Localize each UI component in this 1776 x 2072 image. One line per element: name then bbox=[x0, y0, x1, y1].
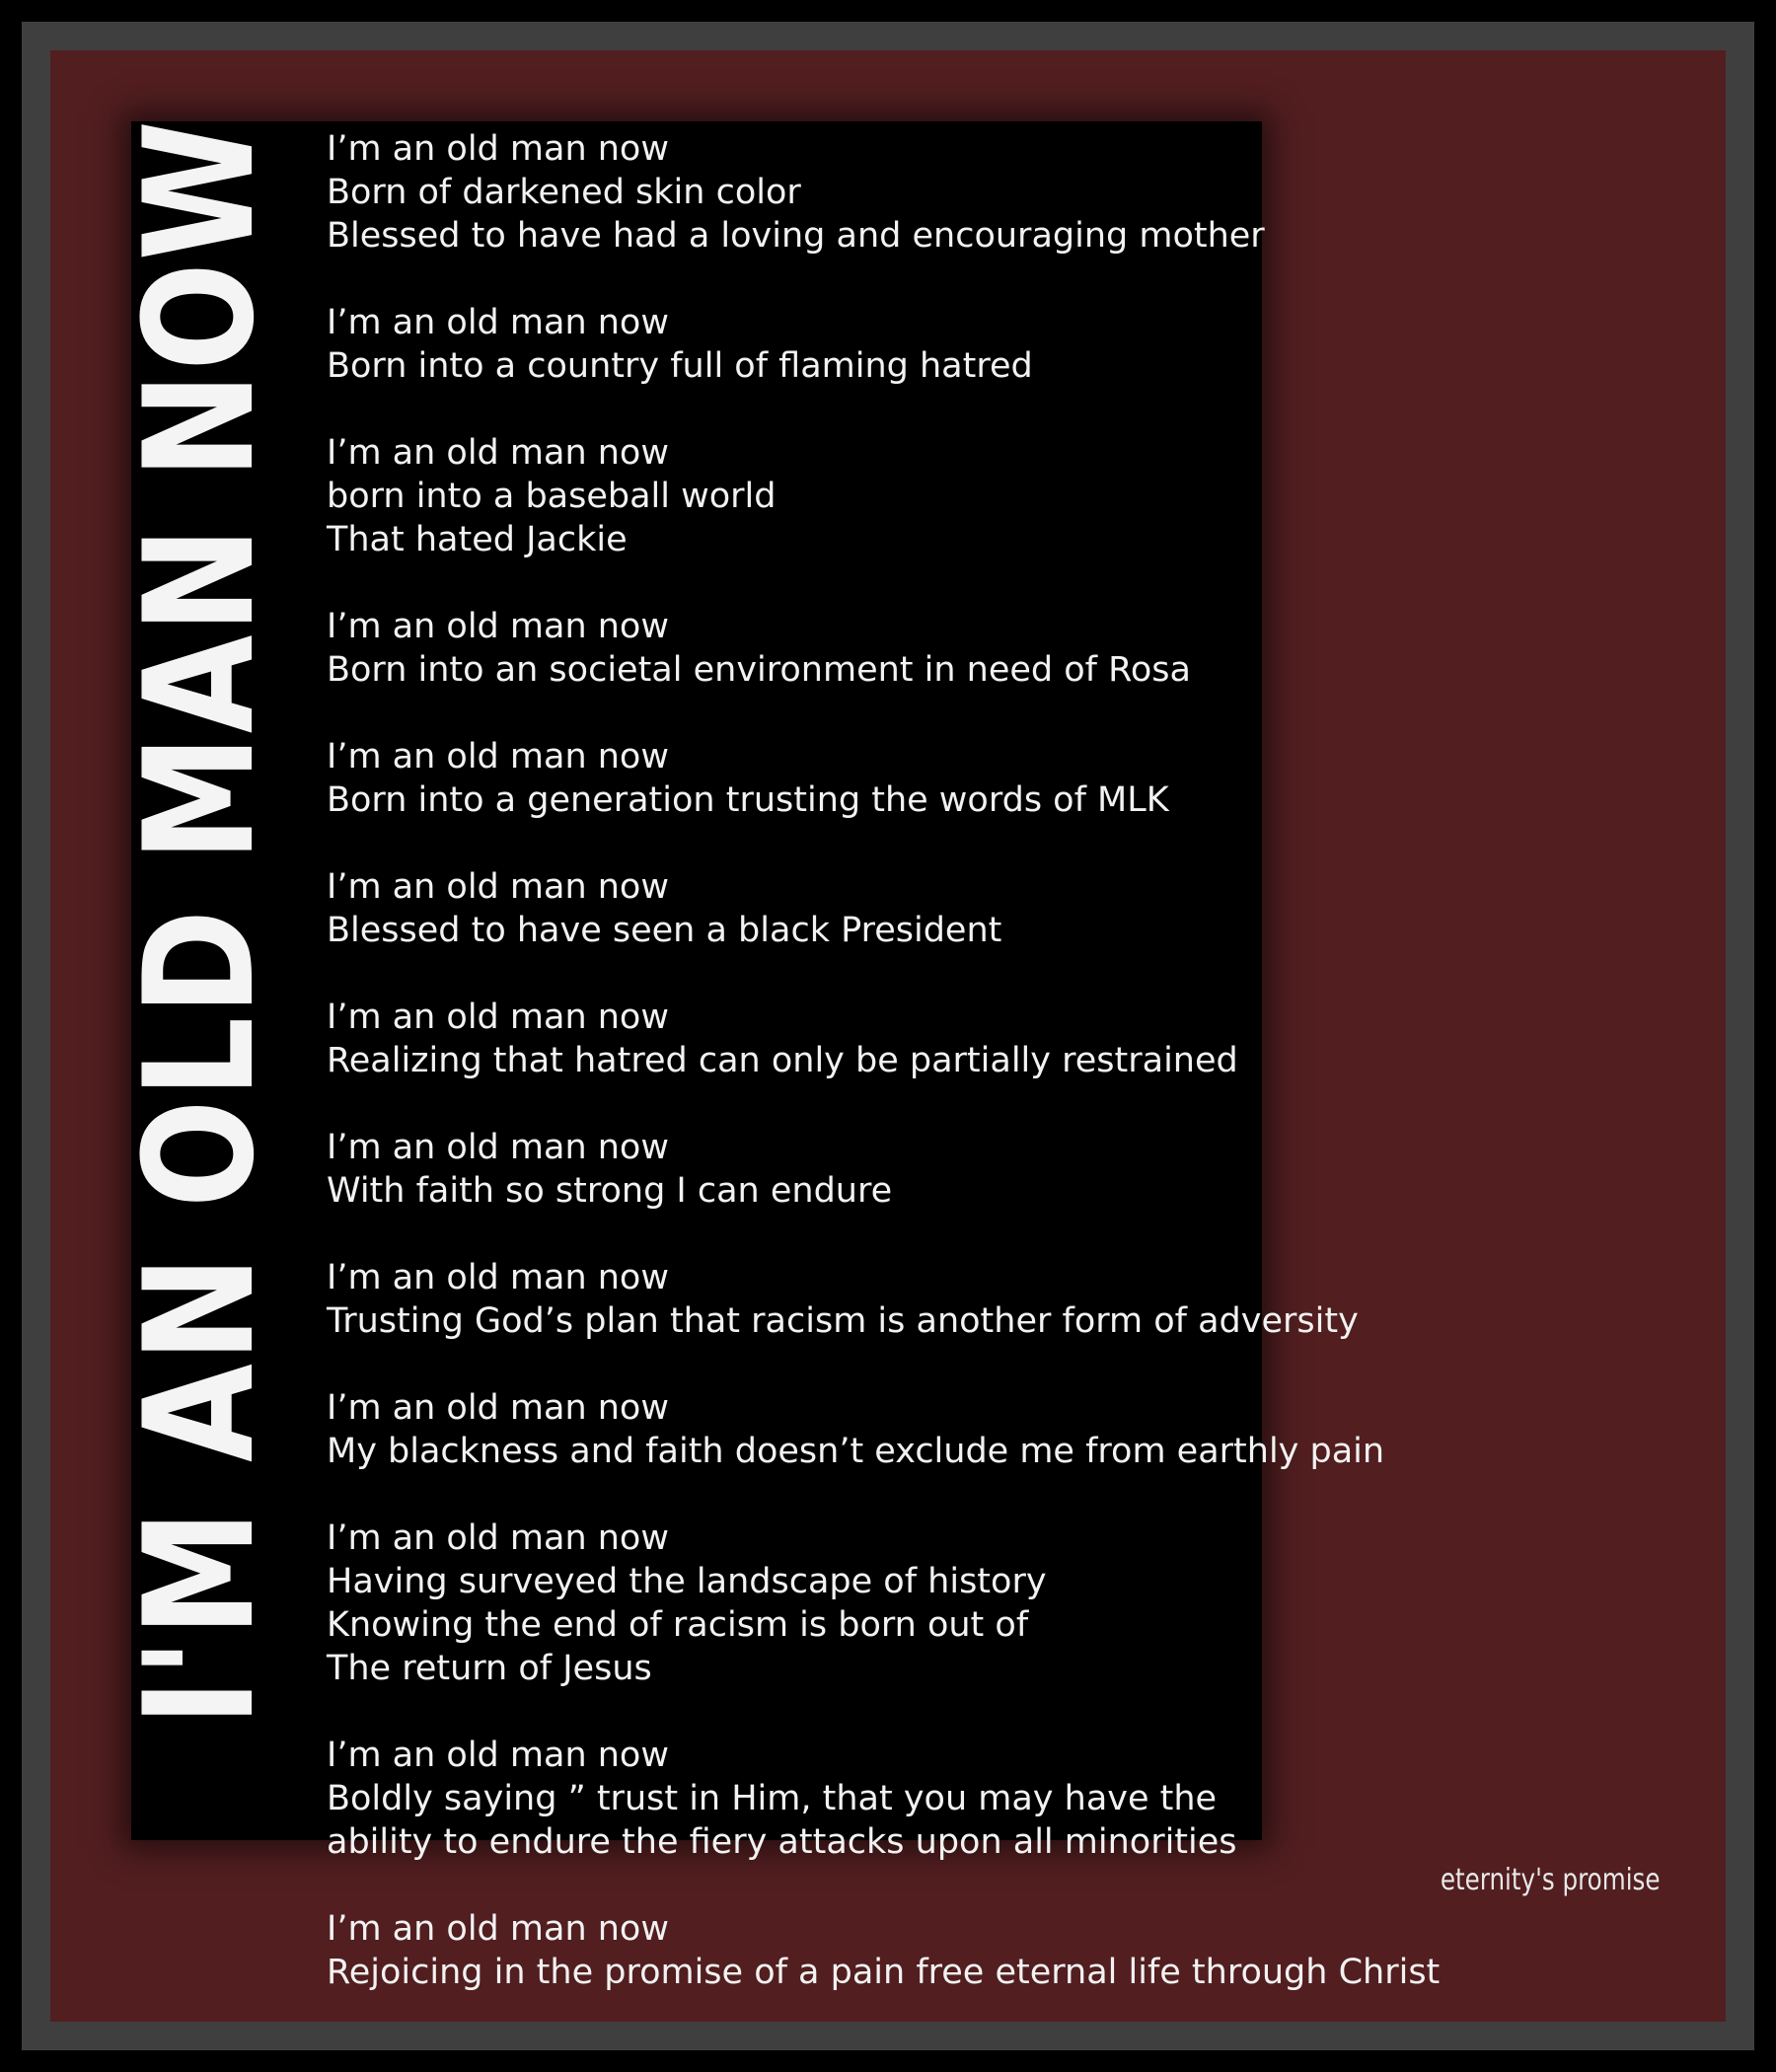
stanza bbox=[327, 865, 1440, 952]
poem-line: I’m an old man now bbox=[327, 303, 669, 342]
poem-body bbox=[327, 127, 1440, 2037]
stanza bbox=[327, 1907, 1440, 1994]
poem-line: I’m an old man now bbox=[327, 607, 669, 646]
poem-line: Boldly saying ” trust in Him, that you may have the bbox=[327, 1779, 1218, 1818]
poem-line: Born into a country full of flaming hatred bbox=[327, 346, 1033, 386]
stanza bbox=[327, 127, 1440, 258]
poem-line: Born into an societal environment in need of Rosa bbox=[327, 650, 1191, 690]
stanza bbox=[327, 1734, 1440, 1864]
poem-line: I’m an old man now bbox=[327, 129, 669, 169]
poem-line: My blackness and faith doesn’t exclude me from earthly pain bbox=[327, 1432, 1385, 1471]
poem-line: I’m an old man now bbox=[327, 1258, 669, 1297]
poem-line: That hated Jackie bbox=[327, 520, 628, 559]
stanza bbox=[327, 1517, 1440, 1690]
poem-line: I’m an old man now bbox=[327, 998, 669, 1037]
poem-line: I’m an old man now bbox=[327, 867, 669, 907]
stanza bbox=[327, 431, 1440, 561]
stanza bbox=[327, 735, 1440, 822]
poem-title: I'M AN OLD MAN NOW bbox=[112, 118, 288, 1727]
poem-line: With faith so strong I can endure bbox=[327, 1171, 893, 1211]
stanza bbox=[327, 1386, 1440, 1473]
poem-line: Realizing that hatred can only be partially restrained bbox=[327, 1041, 1238, 1080]
stanza bbox=[327, 1126, 1440, 1213]
poem-line: I’m an old man now bbox=[327, 737, 669, 777]
poem-line: Blessed to have had a loving and encouraging mother bbox=[327, 216, 1265, 256]
stanza bbox=[327, 996, 1440, 1082]
stanza bbox=[327, 605, 1440, 692]
poem-line: I’m an old man now bbox=[327, 433, 669, 473]
poem-line: born into a baseball world bbox=[327, 477, 777, 516]
poem-line: I’m an old man now bbox=[327, 1128, 669, 1167]
signature: eternity's promise bbox=[1440, 1863, 1660, 1897]
poem-line: Born into a generation trusting the words of MLK bbox=[327, 780, 1169, 820]
poem-line: Rejoicing in the promise of a pain free eternal life through Christ bbox=[327, 1953, 1441, 1992]
poem-line: Blessed to have seen a black President bbox=[327, 911, 1002, 950]
poem-line: Trusting God’s plan that racism is another form of adversity bbox=[327, 1301, 1359, 1341]
poem-line: I’m an old man now bbox=[327, 1736, 669, 1775]
poem-line: The return of Jesus bbox=[327, 1649, 652, 1688]
stanza bbox=[327, 301, 1440, 388]
stanza bbox=[327, 1256, 1440, 1343]
poem-line: I’m an old man now bbox=[327, 1388, 669, 1428]
poem-line: Having surveyed the landscape of history bbox=[327, 1562, 1047, 1601]
poem-line: Born of darkened skin color bbox=[327, 173, 801, 212]
poem-line: I’m an old man now bbox=[327, 1909, 669, 1949]
poem-line: ability to endure the fiery attacks upon all minorities bbox=[327, 1822, 1237, 1862]
poem-line: Knowing the end of racism is born out of bbox=[327, 1605, 1029, 1645]
poem-line: I’m an old man now bbox=[327, 1518, 669, 1558]
